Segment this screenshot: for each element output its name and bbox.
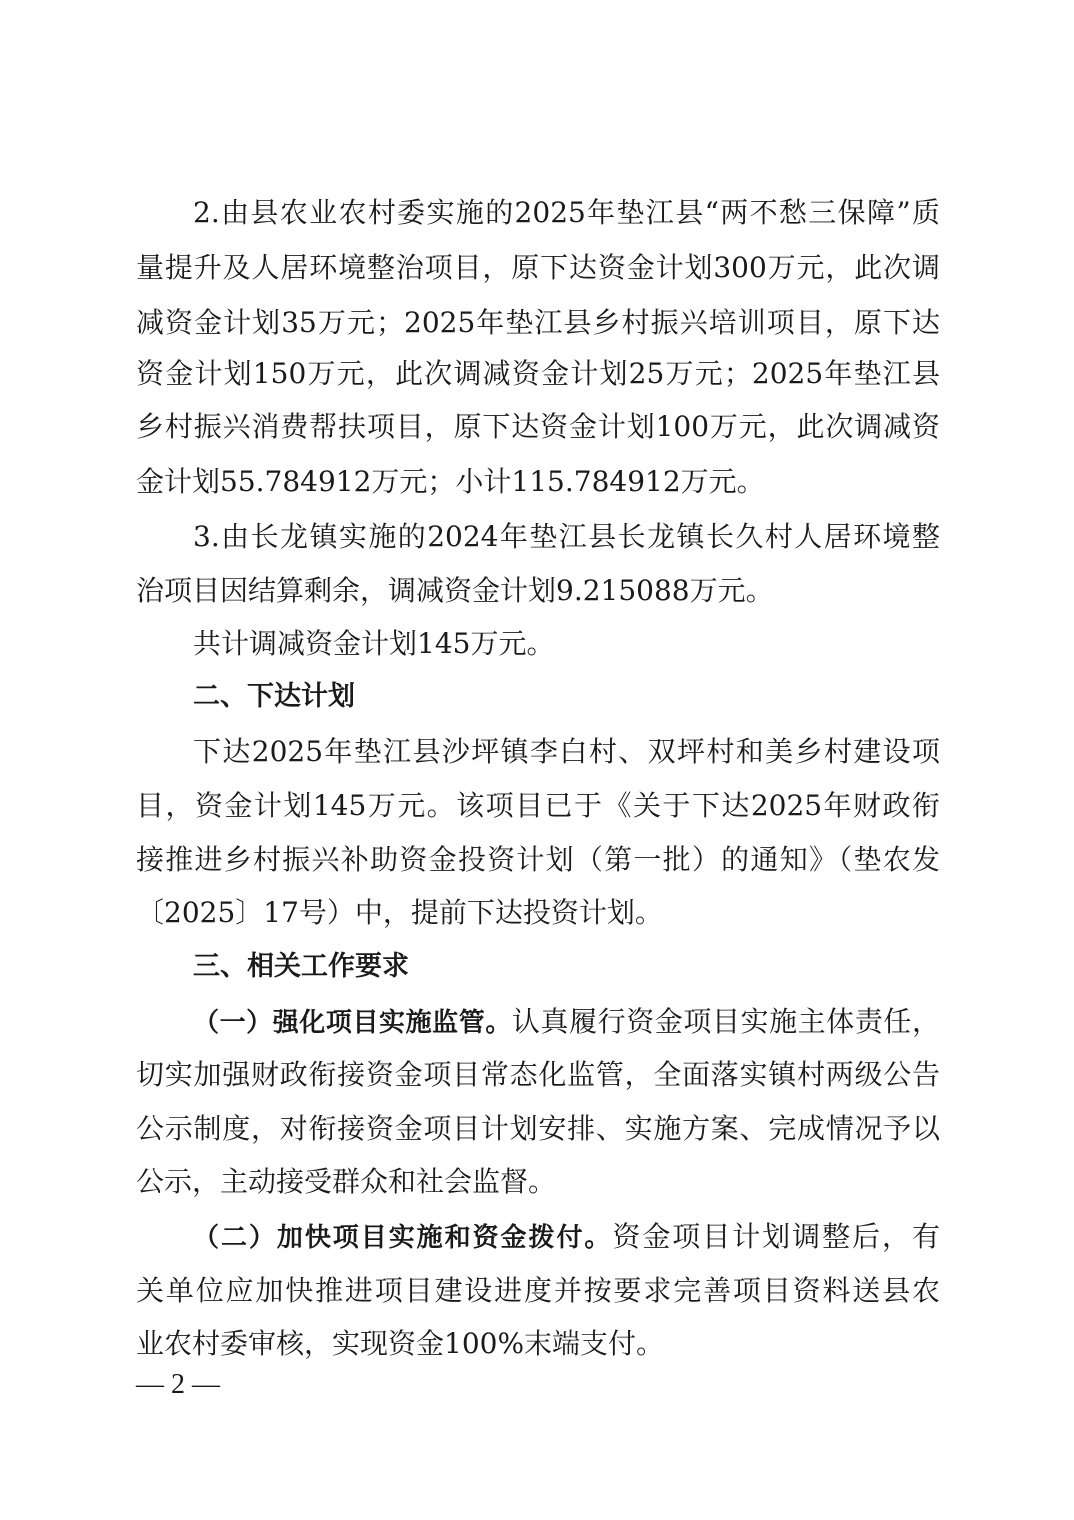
item2-line-2: 量提升及人居环境整治项目，原下达资金计划300万元，此次调 xyxy=(136,251,940,284)
section2-line-3: 接推进乡村振兴补助资金投资计划（第一批）的通知》（垫农发 xyxy=(136,843,940,876)
section2-line-1: 下达2025年垫江县沙坪镇李白村、双坪村和美乡村建设项 xyxy=(193,735,940,768)
req2-line-3: 业农村委审核，实现资金100%末端支付。 xyxy=(136,1327,665,1360)
section2-line-2: 目，资金计划145万元。该项目已于《关于下达2025年财政衔 xyxy=(136,789,940,822)
section3-heading: 三、相关工作要求 xyxy=(193,951,409,982)
req2-title: （二）加快项目实施和资金拨付。 xyxy=(193,1223,613,1253)
req1-line-1 xyxy=(193,1005,940,1039)
req1-line-3: 公示制度，对衔接资金项目计划安排、实施方案、完成情况予以 xyxy=(136,1112,940,1145)
item2-line-1: 2.由县农业农村委实施的2025年垫江县“两不愁三保障”质 xyxy=(193,196,940,229)
req1-title: （一）强化项目实施监管。 xyxy=(193,1008,512,1038)
item3-line-2: 治项目因结算剩余，调减资金计划9.215088万元。 xyxy=(136,574,774,607)
item3-line-1: 3.由长龙镇实施的2024年垫江县长龙镇长久村人居环境整 xyxy=(193,520,940,553)
item2-line-5: 乡村振兴消费帮扶项目，原下达资金计划100万元，此次调减资 xyxy=(136,410,940,443)
req2-line-1 xyxy=(193,1220,940,1254)
req2-line-2: 关单位应加快推进项目建设进度并按要求完善项目资料送县农 xyxy=(136,1274,940,1307)
section2-heading: 二、下达计划 xyxy=(193,681,355,712)
req2-line-1-rest: 资金项目计划调整后，有 xyxy=(612,1220,940,1253)
page-number: — 2 — xyxy=(136,1369,220,1400)
item2-line-6: 金计划55.784912万元；小计115.784912万元。 xyxy=(136,465,765,498)
item2-line-3: 减资金计划35万元；2025年垫江县乡村振兴培训项目，原下达 xyxy=(136,306,940,339)
req1-line-2: 切实加强财政衔接资金项目常态化监管，全面落实镇村两级公告 xyxy=(136,1058,940,1091)
req1-line-1-rest: 认真履行资金项目实施主体责任， xyxy=(511,1005,940,1038)
item2-line-4: 资金计划150万元，此次调减资金计划25万元；2025年垫江县 xyxy=(136,357,940,390)
section2-line-4: 〔2025〕17号）中，提前下达投资计划。 xyxy=(136,896,663,929)
req1-line-4: 公示，主动接受群众和社会监督。 xyxy=(136,1165,557,1198)
reduction-total: 共计调减资金计划145万元。 xyxy=(193,627,555,660)
